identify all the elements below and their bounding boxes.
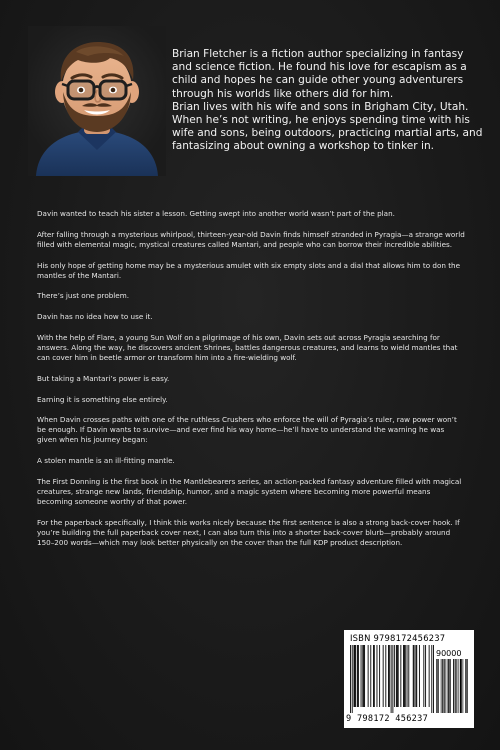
barcode-bar <box>370 645 371 707</box>
barcode-addon-bar <box>443 659 444 713</box>
blurb-paragraph: Davin wanted to teach his sister a lesson. Getting swept into another world wasn’t part of the plan. <box>37 209 395 218</box>
barcode-bar <box>397 645 398 707</box>
isbn-barcode <box>344 630 474 728</box>
barcode-addon-bar <box>438 659 439 713</box>
barcode-bars <box>350 645 434 713</box>
barcode-bar <box>388 645 389 707</box>
barcode-addon-bar <box>458 659 459 713</box>
barcode-addon-bar <box>455 659 456 713</box>
barcode-addon-bar <box>467 659 468 713</box>
blurb-paragraph: But taking a Mantari’s power is easy. <box>37 373 170 383</box>
blurb-paragraph: Earning it is something else entirely. <box>37 394 168 404</box>
barcode-addon-bar <box>442 659 443 713</box>
blurb-paragraph: There’s just one problem. <box>37 291 129 301</box>
blurb-paragraph: Davin has no idea how to use it. <box>37 312 153 322</box>
barcode-addon-bar <box>453 659 454 713</box>
barcode-bar <box>414 645 415 707</box>
barcode-bar <box>405 645 406 707</box>
barcode-bar <box>416 645 417 707</box>
barcode-addon-bar <box>444 659 445 713</box>
blurb-paragraph: With the help of Flare, a young Sun Wolf on a pilgrimage of his own, Davin sets out across Pyragia searching for answers. Along the way, he discovers ancient Shrines, battles dangerous creatures, and learns to wield mantles that can cover him in beetle armor or transform him into a fire-wielding wolf. <box>37 332 458 362</box>
barcode-bar <box>394 645 395 707</box>
barcode-bar <box>431 645 432 713</box>
barcode-bar <box>433 645 434 713</box>
barcode-addon-bar <box>463 659 464 713</box>
barcode-bar <box>398 645 399 707</box>
barcode-bar <box>403 645 404 707</box>
barcode-addon-bar <box>436 659 437 713</box>
barcode-addon-bar <box>446 659 447 713</box>
barcode-addon-bars <box>436 659 468 713</box>
barcode-bar <box>383 645 384 707</box>
barcode-bar <box>429 645 430 707</box>
barcode-bar <box>385 645 386 707</box>
barcode-addon-bar <box>441 659 442 713</box>
price-code: 90000 <box>436 649 462 658</box>
barcode-bar <box>413 645 414 707</box>
barcode-addon-bar <box>450 659 451 713</box>
blurb-paragraph: After falling through a mysterious whirlpool, thirteen-year-old Davin finds himself stranded in Pyragia—a strange world filled with elemental magic, mystical creatures called Mantari, and people who can borrow their incredible abilities. <box>37 229 465 249</box>
barcode-bar <box>377 645 378 707</box>
barcode-bar <box>419 645 420 707</box>
isbn-label: ISBN 9798172456237 <box>350 633 446 643</box>
blurb-paragraph: The First Donning is the first book in the Mantlebearers series, an action-packed fantasy adventure filled with magical creatures, strange new lands, friendship, humor, and a magic system where becoming more powerful means becoming someone worthy of that power. <box>37 476 462 506</box>
barcode-bar <box>404 645 405 707</box>
barcode-bar <box>364 645 365 707</box>
barcode-addon-bar <box>448 659 449 713</box>
author-bio-paragraph: Brian Fletcher is a fiction author specializing in fantasy and science fiction. He found his love for escapism as a child and hopes he can guide other young adventurers through his worlds like others did for him. <box>172 48 467 100</box>
barcode-addon-bar <box>461 659 462 713</box>
barcode-bar <box>362 645 363 707</box>
barcode-bar <box>373 645 374 707</box>
barcode-bar <box>379 645 380 707</box>
barcode-bar <box>352 645 353 713</box>
barcode-bar <box>354 645 355 707</box>
barcode-bar <box>350 645 351 713</box>
barcode-bar <box>363 645 364 707</box>
barcode-bar <box>392 645 393 713</box>
blurb-paragraph: A stolen mantle is an ill-fitting mantle. <box>37 456 175 466</box>
barcode-bar <box>354 645 355 707</box>
barcode-bar <box>423 645 424 707</box>
author-bio <box>172 48 484 154</box>
barcode-bar <box>374 645 375 707</box>
barcode-bar <box>396 645 397 707</box>
barcode-bar <box>408 645 409 707</box>
barcode-addon-bar <box>456 659 457 713</box>
barcode-bar <box>425 645 426 707</box>
barcode-bar <box>389 645 390 707</box>
barcode-bar <box>391 645 392 713</box>
barcode-bar <box>407 645 408 707</box>
barcode-bar <box>415 645 416 707</box>
blurb-paragraph: For the paperback specifically, I think this works nicely because the first sentence is also a strong back-cover hook. If you’re building the full paperback cover next, I can also turn this into a shorter back-cover blurb—probably around 150–200 words—which may look better physically on the cover than the full KDP product description. <box>37 517 460 547</box>
author-portrait <box>28 26 166 176</box>
author-bio-paragraph: Brian lives with his wife and sons in Brigham City, Utah. When he’s not writing, he enjoys spending time with his wife and sons, being outdoors, practicing martial arts, and fantasizing about owning a workshop to tinker in. <box>172 100 483 153</box>
barcode-addon-bar <box>460 659 461 713</box>
book-description <box>37 209 465 559</box>
barcode-digits: 9 798172 456237 <box>346 714 429 724</box>
barcode-addon-bar <box>437 659 438 713</box>
barcode-bar <box>357 645 358 707</box>
barcode-bar <box>355 645 356 707</box>
barcode-addon-bar <box>454 659 455 713</box>
barcode-bar <box>361 645 362 707</box>
barcode-addon-bar <box>448 659 449 713</box>
barcode-addon-bar <box>461 659 462 713</box>
barcode-bar <box>358 645 359 707</box>
blurb-paragraph: When Davin crosses paths with one of the ruthless Crushers who enforce the will of Pyragia’s ruler, raw power won’t be enough. If Davin wants to survive—and ever find his way home—he’ll have to understand the warning he was given when his journey began: <box>37 415 457 445</box>
barcode-addon-bar <box>465 659 466 713</box>
barcode-bar <box>400 645 401 707</box>
barcode-bar <box>368 645 369 707</box>
barcode-addon-bar <box>466 659 467 713</box>
barcode-addon-bar <box>449 659 450 713</box>
blurb-paragraph: His only hope of getting home may be a mysterious amulet with six empty slots and a dial that allows him to don the mantles of the Mantari. <box>37 260 460 280</box>
